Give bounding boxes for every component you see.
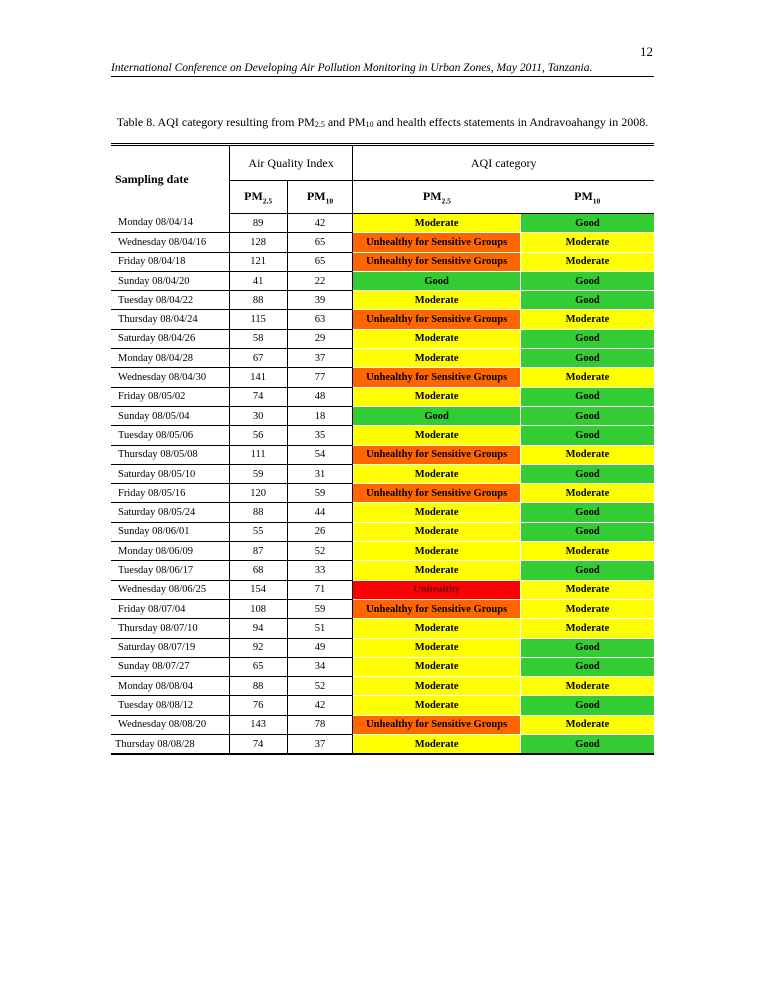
pm10-index-cell: 33 [287,561,353,580]
pm25-index-cell: 56 [229,426,287,445]
pm25-index-cell: 59 [229,464,287,483]
pm25-category-cell: Good [353,271,520,290]
pm25-category-cell: Moderate [353,735,520,755]
table-row [111,657,654,676]
pm25-index-cell: 88 [229,677,287,696]
pm25-category-cell: Moderate [353,657,520,676]
table-row [111,677,654,696]
caption-prefix: Table 8. AQI category resulting from PM [116,115,315,129]
pm10-category-cell: Good [520,214,654,233]
date-cell: Wednesday 08/04/16 [111,233,229,252]
table-row [111,542,654,561]
pm10-index-cell: 35 [287,426,353,445]
pm10-index-cell: 52 [287,542,353,561]
date-cell: Sunday 08/07/27 [111,657,229,676]
pm10-category-cell: Moderate [520,310,654,329]
pm25-index-cell: 41 [229,271,287,290]
pm25-index-cell: 67 [229,349,287,368]
pm10-index-cell: 59 [287,484,353,503]
pm10-category-cell: Good [520,426,654,445]
pm25-category-cell: Unhealthy for Sensitive Groups [353,715,520,734]
header-aqi-category: AQI category [353,145,654,181]
date-cell: Thursday 08/08/28 [111,735,229,755]
pm25-index-cell: 120 [229,484,287,503]
pm10-index-cell: 49 [287,638,353,657]
pm25-category-cell: Moderate [353,696,520,715]
date-cell: Saturday 08/07/19 [111,638,229,657]
pm25-category-cell: Unhealthy for Sensitive Groups [353,599,520,618]
pm10-category-cell: Moderate [520,252,654,271]
pm10-index-cell: 34 [287,657,353,676]
header-index-pm10: $PM_{10}$ [287,181,353,214]
table-row [111,599,654,618]
pm10-category-cell: Good [520,561,654,580]
pm25-category-cell: Moderate [353,464,520,483]
pm25-index-cell: 154 [229,580,287,599]
pm10-category-cell: Good [520,349,654,368]
caption-sub-pm10: 10 [365,120,374,129]
pm10-category-cell: Good [520,503,654,522]
date-cell: Tuesday 08/04/22 [111,291,229,310]
date-cell: Sunday 08/05/04 [111,406,229,425]
pm10-category-cell: Good [520,638,654,657]
pm10-index-cell: 22 [287,271,353,290]
date-cell: Monday 08/08/04 [111,677,229,696]
pm25-category-cell: Moderate [353,387,520,406]
pm10-index-cell: 59 [287,599,353,618]
date-cell: Friday 08/04/18 [111,252,229,271]
pm10-category-cell: Moderate [520,368,654,387]
running-header: International Conference on Developing Air Pollution Monitoring in Urban Zones, May 2011, Tanzania. [111,62,654,77]
table-caption [111,115,654,131]
table-body [111,214,654,755]
pm25-index-cell: 58 [229,329,287,348]
pm10-category-cell: Moderate [520,542,654,561]
pm25-category-cell: Moderate [353,619,520,638]
aqi-table [111,143,654,755]
pm25-category-cell: Unhealthy for Sensitive Groups [353,484,520,503]
pm25-index-cell: 94 [229,619,287,638]
pm10-category-cell: Moderate [520,233,654,252]
pm10-index-cell: 65 [287,252,353,271]
header-category-pm25: $PM_{2.5}$ [353,181,520,214]
pm10-index-cell: 71 [287,580,353,599]
pm25-category-cell: Moderate [353,503,520,522]
table-row [111,580,654,599]
pm25-index-cell: 76 [229,696,287,715]
pm10-category-cell: Moderate [520,580,654,599]
table-row [111,310,654,329]
pm10-index-cell: 31 [287,464,353,483]
pm25-category-cell: Moderate [353,638,520,657]
table-row [111,329,654,348]
pm10-index-cell: 44 [287,503,353,522]
pm25-index-cell: 128 [229,233,287,252]
date-cell: Saturday 08/05/24 [111,503,229,522]
table-row [111,561,654,580]
pm25-index-cell: 65 [229,657,287,676]
pm25-category-cell: Moderate [353,329,520,348]
pm25-category-cell: Unhealthy for Sensitive Groups [353,310,520,329]
date-cell: Wednesday 08/06/25 [111,580,229,599]
pm10-category-cell: Good [520,329,654,348]
pm10-index-cell: 63 [287,310,353,329]
pm10-category-cell: Moderate [520,619,654,638]
pm25-category-cell: Moderate [353,349,520,368]
date-cell: Thursday 08/07/10 [111,619,229,638]
date-cell: Tuesday 08/06/17 [111,561,229,580]
table-row [111,291,654,310]
pm25-category-cell: Moderate [353,214,520,233]
pm10-index-cell: 42 [287,214,353,233]
pm25-index-cell: 121 [229,252,287,271]
date-cell: Wednesday 08/04/30 [111,368,229,387]
pm10-index-cell: 54 [287,445,353,464]
pm10-category-cell: Good [520,657,654,676]
pm10-index-cell: 26 [287,522,353,541]
caption-mid: and PM [324,115,366,129]
pm10-category-cell: Good [520,522,654,541]
table-row [111,233,654,252]
date-cell: Saturday 08/05/10 [111,464,229,483]
date-cell: Sunday 08/06/01 [111,522,229,541]
table-row [111,735,654,755]
table-row [111,522,654,541]
table-row [111,406,654,425]
pm25-index-cell: 111 [229,445,287,464]
pm25-index-cell: 88 [229,503,287,522]
table-row [111,638,654,657]
header-index-pm25: $PM_{2.5}$ [229,181,287,214]
table-row [111,445,654,464]
pm10-index-cell: 18 [287,406,353,425]
date-cell: Monday 08/04/14 [111,214,229,233]
table-row [111,349,654,368]
pm25-category-cell: Unhealthy [353,580,520,599]
pm25-index-cell: 74 [229,387,287,406]
pm25-index-cell: 89 [229,214,287,233]
table-row [111,271,654,290]
header-category-pm10: $PM_{10}$ [520,181,654,214]
pm10-index-cell: 39 [287,291,353,310]
pm25-category-cell: Unhealthy for Sensitive Groups [353,233,520,252]
pm10-category-cell: Good [520,291,654,310]
pm25-category-cell: Moderate [353,291,520,310]
caption-suffix: and health effects statements in Andravoahangy in 2008. [373,115,649,129]
pm25-index-cell: 115 [229,310,287,329]
date-cell: Friday 08/07/04 [111,599,229,618]
pm10-category-cell: Good [520,696,654,715]
pm25-index-cell: 74 [229,735,287,755]
pm10-category-cell: Moderate [520,677,654,696]
pm25-category-cell: Moderate [353,426,520,445]
date-cell: Thursday 08/04/24 [111,310,229,329]
pm25-index-cell: 108 [229,599,287,618]
pm25-category-cell: Unhealthy for Sensitive Groups [353,252,520,271]
table-row [111,214,654,233]
pm10-category-cell: Good [520,735,654,755]
pm25-index-cell: 68 [229,561,287,580]
pm10-index-cell: 37 [287,349,353,368]
table-row [111,715,654,734]
pm10-index-cell: 29 [287,329,353,348]
date-cell: Thursday 08/05/08 [111,445,229,464]
pm10-category-cell: Moderate [520,445,654,464]
pm25-index-cell: 87 [229,542,287,561]
pm10-index-cell: 42 [287,696,353,715]
table-row [111,426,654,445]
pm10-category-cell: Moderate [520,599,654,618]
pm25-index-cell: 30 [229,406,287,425]
date-cell: Wednesday 08/08/20 [111,715,229,734]
pm10-index-cell: 77 [287,368,353,387]
table-row [111,696,654,715]
pm10-index-cell: 48 [287,387,353,406]
pm10-index-cell: 37 [287,735,353,755]
pm10-category-cell: Good [520,271,654,290]
pm10-category-cell: Good [520,406,654,425]
pm10-index-cell: 52 [287,677,353,696]
pm10-category-cell: Moderate [520,484,654,503]
date-cell: Sunday 08/04/20 [111,271,229,290]
pm10-category-cell: Good [520,464,654,483]
pm25-index-cell: 92 [229,638,287,657]
pm10-index-cell: 51 [287,619,353,638]
pm25-category-cell: Moderate [353,561,520,580]
table-row [111,252,654,271]
pm25-category-cell: Moderate [353,542,520,561]
pm25-index-cell: 143 [229,715,287,734]
header-air-quality-index: Air Quality Index [229,145,353,181]
pm10-index-cell: 78 [287,715,353,734]
date-cell: Friday 08/05/16 [111,484,229,503]
pm10-index-cell: 65 [287,233,353,252]
date-cell: Monday 08/06/09 [111,542,229,561]
date-cell: Monday 08/04/28 [111,349,229,368]
table-row [111,484,654,503]
date-cell: Saturday 08/04/26 [111,329,229,348]
header-sampling-date: Sampling date [111,145,229,214]
pm25-index-cell: 88 [229,291,287,310]
pm25-category-cell: Unhealthy for Sensitive Groups [353,445,520,464]
pm25-category-cell: Moderate [353,677,520,696]
date-cell: Tuesday 08/08/12 [111,696,229,715]
table-row [111,503,654,522]
date-cell: Tuesday 08/05/06 [111,426,229,445]
pm25-category-cell: Unhealthy for Sensitive Groups [353,368,520,387]
table-row [111,464,654,483]
pm25-index-cell: 55 [229,522,287,541]
pm25-category-cell: Good [353,406,520,425]
pm25-category-cell: Moderate [353,522,520,541]
pm25-index-cell: 141 [229,368,287,387]
pm10-category-cell: Good [520,387,654,406]
page-number: 12 [640,44,653,59]
table-row [111,387,654,406]
date-cell: Friday 08/05/02 [111,387,229,406]
table-row [111,368,654,387]
table-row [111,619,654,638]
pm10-category-cell: Moderate [520,715,654,734]
caption-sub-pm25: 2.5 [314,120,325,129]
